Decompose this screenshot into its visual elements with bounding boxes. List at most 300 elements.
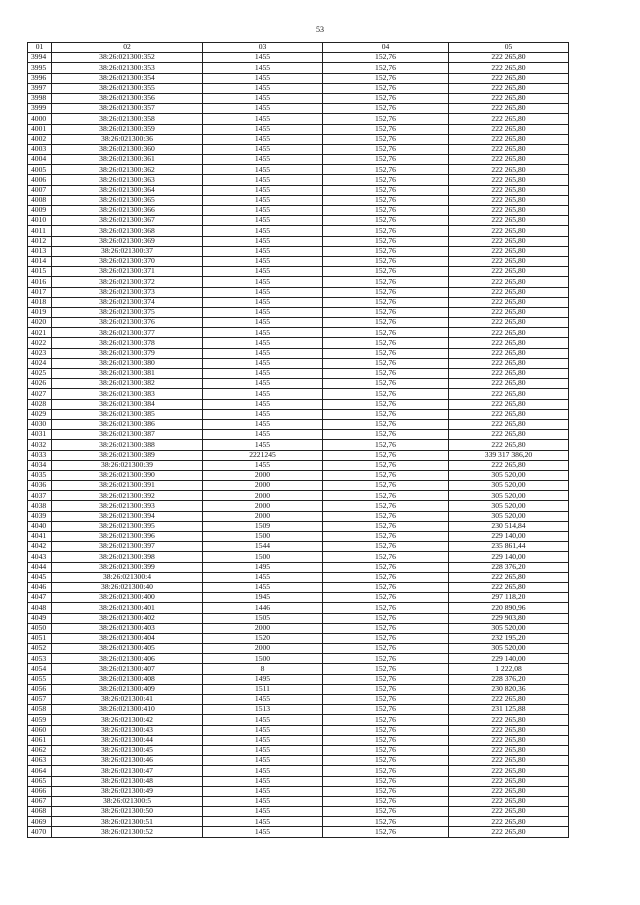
table-row bbox=[28, 715, 569, 725]
area-cell: 1455 bbox=[203, 287, 323, 297]
cadastral-number-cell: 38:26:021300:400 bbox=[52, 593, 203, 603]
rate-cell: 152,76 bbox=[323, 613, 449, 623]
row-number-cell: 4060 bbox=[28, 725, 52, 735]
cadastral-number-cell: 38:26:021300:388 bbox=[52, 440, 203, 450]
row-number-cell: 4011 bbox=[28, 226, 52, 236]
rate-cell: 152,76 bbox=[323, 124, 449, 134]
rate-cell: 152,76 bbox=[323, 603, 449, 613]
rate-cell: 152,76 bbox=[323, 745, 449, 755]
cadastral-number-cell: 38:26:021300:357 bbox=[52, 104, 203, 114]
cadastral-number-cell: 38:26:021300:371 bbox=[52, 267, 203, 277]
rate-cell: 152,76 bbox=[323, 267, 449, 277]
table-row bbox=[28, 511, 569, 521]
area-cell: 1455 bbox=[203, 267, 323, 277]
value-cell: 228 376,20 bbox=[449, 674, 569, 684]
table-row bbox=[28, 185, 569, 195]
rate-cell: 152,76 bbox=[323, 552, 449, 562]
area-cell: 1455 bbox=[203, 786, 323, 796]
table-row bbox=[28, 613, 569, 623]
rate-cell: 152,76 bbox=[323, 817, 449, 827]
row-number-cell: 4012 bbox=[28, 236, 52, 246]
value-cell: 222 265,80 bbox=[449, 297, 569, 307]
rate-cell: 152,76 bbox=[323, 307, 449, 317]
table-row bbox=[28, 521, 569, 531]
value-cell: 305 520,00 bbox=[449, 481, 569, 491]
cadastral-number-cell: 38:26:021300:380 bbox=[52, 358, 203, 368]
rate-cell: 152,76 bbox=[323, 684, 449, 694]
value-cell: 222 265,80 bbox=[449, 358, 569, 368]
cadastral-number-cell: 38:26:021300:4 bbox=[52, 572, 203, 582]
value-cell: 229 140,00 bbox=[449, 654, 569, 664]
cadastral-number-cell: 38:26:021300:352 bbox=[52, 53, 203, 63]
row-number-cell: 3999 bbox=[28, 104, 52, 114]
rate-cell: 152,76 bbox=[323, 348, 449, 358]
table-row bbox=[28, 572, 569, 582]
area-cell: 1455 bbox=[203, 256, 323, 266]
row-number-cell: 4020 bbox=[28, 318, 52, 328]
row-number-cell: 4039 bbox=[28, 511, 52, 521]
table-row bbox=[28, 134, 569, 144]
rate-cell: 152,76 bbox=[323, 165, 449, 175]
area-cell: 1500 bbox=[203, 654, 323, 664]
cadastral-number-cell: 38:26:021300:383 bbox=[52, 389, 203, 399]
area-cell: 1513 bbox=[203, 705, 323, 715]
value-cell: 222 265,80 bbox=[449, 185, 569, 195]
row-number-cell: 4041 bbox=[28, 532, 52, 542]
row-number-cell: 4064 bbox=[28, 766, 52, 776]
cadastral-number-cell: 38:26:021300:377 bbox=[52, 328, 203, 338]
value-cell: 222 265,80 bbox=[449, 256, 569, 266]
rate-cell: 152,76 bbox=[323, 389, 449, 399]
area-cell: 1544 bbox=[203, 542, 323, 552]
rate-cell: 152,76 bbox=[323, 582, 449, 592]
rate-cell: 152,76 bbox=[323, 715, 449, 725]
row-number-cell: 4019 bbox=[28, 307, 52, 317]
rate-cell: 152,76 bbox=[323, 369, 449, 379]
area-cell: 1455 bbox=[203, 155, 323, 165]
row-number-cell: 4059 bbox=[28, 715, 52, 725]
table-row bbox=[28, 664, 569, 674]
rate-cell: 152,76 bbox=[323, 633, 449, 643]
rate-cell: 152,76 bbox=[323, 287, 449, 297]
rate-cell: 152,76 bbox=[323, 532, 449, 542]
area-cell: 1455 bbox=[203, 83, 323, 93]
cadastral-number-cell: 38:26:021300:354 bbox=[52, 73, 203, 83]
header-row bbox=[28, 43, 569, 53]
table-row bbox=[28, 358, 569, 368]
row-number-cell: 4022 bbox=[28, 338, 52, 348]
row-number-cell: 4055 bbox=[28, 674, 52, 684]
data-table bbox=[27, 42, 569, 838]
table-body bbox=[28, 53, 569, 837]
cadastral-number-cell: 38:26:021300:37 bbox=[52, 246, 203, 256]
rate-cell: 152,76 bbox=[323, 511, 449, 521]
value-cell: 222 265,80 bbox=[449, 715, 569, 725]
row-number-cell: 4013 bbox=[28, 246, 52, 256]
value-cell: 222 265,80 bbox=[449, 766, 569, 776]
column-header-01: 01 bbox=[28, 43, 52, 53]
row-number-cell: 4026 bbox=[28, 379, 52, 389]
cadastral-number-cell: 38:26:021300:382 bbox=[52, 379, 203, 389]
table-row bbox=[28, 246, 569, 256]
rate-cell: 152,76 bbox=[323, 562, 449, 572]
row-number-cell: 4030 bbox=[28, 419, 52, 429]
row-number-cell: 4063 bbox=[28, 756, 52, 766]
row-number-cell: 3996 bbox=[28, 73, 52, 83]
area-cell: 1455 bbox=[203, 104, 323, 114]
table-row bbox=[28, 684, 569, 694]
cadastral-number-cell: 38:26:021300:410 bbox=[52, 705, 203, 715]
rate-cell: 152,76 bbox=[323, 725, 449, 735]
area-cell: 1455 bbox=[203, 318, 323, 328]
cadastral-number-cell: 38:26:021300:378 bbox=[52, 338, 203, 348]
area-cell: 2000 bbox=[203, 511, 323, 521]
area-cell: 1495 bbox=[203, 674, 323, 684]
area-cell: 1455 bbox=[203, 766, 323, 776]
rate-cell: 152,76 bbox=[323, 807, 449, 817]
area-cell: 1455 bbox=[203, 776, 323, 786]
area-cell: 1455 bbox=[203, 572, 323, 582]
row-number-cell: 4023 bbox=[28, 348, 52, 358]
table-row bbox=[28, 389, 569, 399]
row-number-cell: 4000 bbox=[28, 114, 52, 124]
rate-cell: 152,76 bbox=[323, 481, 449, 491]
rate-cell: 152,76 bbox=[323, 277, 449, 287]
table-row bbox=[28, 83, 569, 93]
cadastral-number-cell: 38:26:021300:46 bbox=[52, 756, 203, 766]
table-row bbox=[28, 623, 569, 633]
cadastral-number-cell: 38:26:021300:395 bbox=[52, 521, 203, 531]
row-number-cell: 3994 bbox=[28, 53, 52, 63]
area-cell: 1455 bbox=[203, 185, 323, 195]
value-cell: 222 265,80 bbox=[449, 144, 569, 154]
row-number-cell: 4066 bbox=[28, 786, 52, 796]
row-number-cell: 4004 bbox=[28, 155, 52, 165]
area-cell: 2000 bbox=[203, 501, 323, 511]
area-cell: 1446 bbox=[203, 603, 323, 613]
cadastral-number-cell: 38:26:021300:392 bbox=[52, 491, 203, 501]
value-cell: 229 140,00 bbox=[449, 552, 569, 562]
value-cell: 222 265,80 bbox=[449, 134, 569, 144]
area-cell: 1505 bbox=[203, 613, 323, 623]
row-number-cell: 4069 bbox=[28, 817, 52, 827]
cadastral-number-cell: 38:26:021300:365 bbox=[52, 195, 203, 205]
value-cell: 222 265,80 bbox=[449, 267, 569, 277]
area-cell: 1455 bbox=[203, 144, 323, 154]
area-cell: 1455 bbox=[203, 175, 323, 185]
rate-cell: 152,76 bbox=[323, 297, 449, 307]
row-number-cell: 4005 bbox=[28, 165, 52, 175]
table-row bbox=[28, 745, 569, 755]
table-row bbox=[28, 175, 569, 185]
value-cell: 305 520,00 bbox=[449, 644, 569, 654]
table-row bbox=[28, 73, 569, 83]
value-cell: 222 265,80 bbox=[449, 165, 569, 175]
area-cell: 2000 bbox=[203, 623, 323, 633]
table-row bbox=[28, 63, 569, 73]
value-cell: 222 265,80 bbox=[449, 460, 569, 470]
value-cell: 222 265,80 bbox=[449, 735, 569, 745]
area-cell: 1455 bbox=[203, 358, 323, 368]
row-number-cell: 4061 bbox=[28, 735, 52, 745]
row-number-cell: 4016 bbox=[28, 277, 52, 287]
value-cell: 297 118,20 bbox=[449, 593, 569, 603]
row-number-cell: 4014 bbox=[28, 256, 52, 266]
cadastral-number-cell: 38:26:021300:355 bbox=[52, 83, 203, 93]
table-row bbox=[28, 155, 569, 165]
area-cell: 1455 bbox=[203, 807, 323, 817]
value-cell: 222 265,80 bbox=[449, 419, 569, 429]
rate-cell: 152,76 bbox=[323, 379, 449, 389]
value-cell: 222 265,80 bbox=[449, 318, 569, 328]
table-row bbox=[28, 542, 569, 552]
row-number-cell: 4056 bbox=[28, 684, 52, 694]
table-row bbox=[28, 735, 569, 745]
column-header-05: 05 bbox=[449, 43, 569, 53]
table-row bbox=[28, 399, 569, 409]
cadastral-number-cell: 38:26:021300:386 bbox=[52, 419, 203, 429]
area-cell: 1455 bbox=[203, 195, 323, 205]
rate-cell: 152,76 bbox=[323, 501, 449, 511]
rate-cell: 152,76 bbox=[323, 735, 449, 745]
value-cell: 1 222,08 bbox=[449, 664, 569, 674]
rate-cell: 152,76 bbox=[323, 144, 449, 154]
cadastral-number-cell: 38:26:021300:353 bbox=[52, 63, 203, 73]
area-cell: 1455 bbox=[203, 226, 323, 236]
row-number-cell: 4010 bbox=[28, 216, 52, 226]
cadastral-number-cell: 38:26:021300:43 bbox=[52, 725, 203, 735]
cadastral-number-cell: 38:26:021300:401 bbox=[52, 603, 203, 613]
cadastral-number-cell: 38:26:021300:367 bbox=[52, 216, 203, 226]
row-number-cell: 4031 bbox=[28, 430, 52, 440]
cadastral-number-cell: 38:26:021300:41 bbox=[52, 695, 203, 705]
rate-cell: 152,76 bbox=[323, 664, 449, 674]
value-cell: 222 265,80 bbox=[449, 807, 569, 817]
rate-cell: 152,76 bbox=[323, 440, 449, 450]
value-cell: 222 265,80 bbox=[449, 307, 569, 317]
rate-cell: 152,76 bbox=[323, 695, 449, 705]
rate-cell: 152,76 bbox=[323, 705, 449, 715]
value-cell: 222 265,80 bbox=[449, 745, 569, 755]
row-number-cell: 4068 bbox=[28, 807, 52, 817]
rate-cell: 152,76 bbox=[323, 786, 449, 796]
rate-cell: 152,76 bbox=[323, 226, 449, 236]
area-cell: 1455 bbox=[203, 440, 323, 450]
cadastral-number-cell: 38:26:021300:369 bbox=[52, 236, 203, 246]
row-number-cell: 3997 bbox=[28, 83, 52, 93]
area-cell: 8 bbox=[203, 664, 323, 674]
area-cell: 1455 bbox=[203, 409, 323, 419]
rate-cell: 152,76 bbox=[323, 216, 449, 226]
value-cell: 229 140,00 bbox=[449, 532, 569, 542]
area-cell: 1455 bbox=[203, 124, 323, 134]
rate-cell: 152,76 bbox=[323, 358, 449, 368]
area-cell: 1455 bbox=[203, 430, 323, 440]
value-cell: 222 265,80 bbox=[449, 409, 569, 419]
value-cell: 222 265,80 bbox=[449, 348, 569, 358]
value-cell: 222 265,80 bbox=[449, 206, 569, 216]
area-cell: 1455 bbox=[203, 715, 323, 725]
rate-cell: 152,76 bbox=[323, 338, 449, 348]
row-number-cell: 4036 bbox=[28, 481, 52, 491]
cadastral-number-cell: 38:26:021300:379 bbox=[52, 348, 203, 358]
area-cell: 1455 bbox=[203, 216, 323, 226]
row-number-cell: 4070 bbox=[28, 827, 52, 837]
row-number-cell: 3995 bbox=[28, 63, 52, 73]
cadastral-number-cell: 38:26:021300:375 bbox=[52, 307, 203, 317]
area-cell: 1495 bbox=[203, 562, 323, 572]
row-number-cell: 4058 bbox=[28, 705, 52, 715]
rate-cell: 152,76 bbox=[323, 593, 449, 603]
cadastral-number-cell: 38:26:021300:359 bbox=[52, 124, 203, 134]
value-cell: 222 265,80 bbox=[449, 695, 569, 705]
cadastral-number-cell: 38:26:021300:51 bbox=[52, 817, 203, 827]
table-row bbox=[28, 369, 569, 379]
area-cell: 1455 bbox=[203, 796, 323, 806]
row-number-cell: 4038 bbox=[28, 501, 52, 511]
cadastral-number-cell: 38:26:021300:358 bbox=[52, 114, 203, 124]
area-cell: 1455 bbox=[203, 827, 323, 837]
row-number-cell: 4002 bbox=[28, 134, 52, 144]
table-row bbox=[28, 532, 569, 542]
table-row bbox=[28, 236, 569, 246]
row-number-cell: 4042 bbox=[28, 542, 52, 552]
row-number-cell: 4048 bbox=[28, 603, 52, 613]
value-cell: 222 265,80 bbox=[449, 155, 569, 165]
area-cell: 1455 bbox=[203, 582, 323, 592]
rate-cell: 152,76 bbox=[323, 756, 449, 766]
table-row bbox=[28, 725, 569, 735]
table-row bbox=[28, 491, 569, 501]
table-row bbox=[28, 633, 569, 643]
table-row bbox=[28, 124, 569, 134]
area-cell: 1455 bbox=[203, 236, 323, 246]
rate-cell: 152,76 bbox=[323, 542, 449, 552]
cadastral-number-cell: 38:26:021300:42 bbox=[52, 715, 203, 725]
value-cell: 222 265,80 bbox=[449, 114, 569, 124]
cadastral-number-cell: 38:26:021300:361 bbox=[52, 155, 203, 165]
row-number-cell: 4054 bbox=[28, 664, 52, 674]
table-row bbox=[28, 786, 569, 796]
row-number-cell: 4051 bbox=[28, 633, 52, 643]
area-cell: 1455 bbox=[203, 338, 323, 348]
area-cell: 1520 bbox=[203, 633, 323, 643]
row-number-cell: 4053 bbox=[28, 654, 52, 664]
rate-cell: 152,76 bbox=[323, 83, 449, 93]
value-cell: 222 265,80 bbox=[449, 246, 569, 256]
rate-cell: 152,76 bbox=[323, 195, 449, 205]
area-cell: 1500 bbox=[203, 532, 323, 542]
value-cell: 222 265,80 bbox=[449, 796, 569, 806]
value-cell: 222 265,80 bbox=[449, 440, 569, 450]
rate-cell: 152,76 bbox=[323, 399, 449, 409]
row-number-cell: 4047 bbox=[28, 593, 52, 603]
rate-cell: 152,76 bbox=[323, 104, 449, 114]
table-row bbox=[28, 644, 569, 654]
value-cell: 222 265,80 bbox=[449, 195, 569, 205]
row-number-cell: 4015 bbox=[28, 267, 52, 277]
table-row bbox=[28, 430, 569, 440]
cadastral-number-cell: 38:26:021300:52 bbox=[52, 827, 203, 837]
value-cell: 222 265,80 bbox=[449, 287, 569, 297]
cadastral-number-cell: 38:26:021300:408 bbox=[52, 674, 203, 684]
table-row bbox=[28, 582, 569, 592]
rate-cell: 152,76 bbox=[323, 430, 449, 440]
table-row bbox=[28, 216, 569, 226]
table-row bbox=[28, 552, 569, 562]
cadastral-number-cell: 38:26:021300:364 bbox=[52, 185, 203, 195]
rate-cell: 152,76 bbox=[323, 491, 449, 501]
table-row bbox=[28, 593, 569, 603]
area-cell: 1455 bbox=[203, 725, 323, 735]
row-number-cell: 4027 bbox=[28, 389, 52, 399]
area-cell: 1455 bbox=[203, 53, 323, 63]
value-cell: 232 195,20 bbox=[449, 633, 569, 643]
table-row bbox=[28, 695, 569, 705]
cadastral-number-cell: 38:26:021300:362 bbox=[52, 165, 203, 175]
table-row bbox=[28, 562, 569, 572]
row-number-cell: 4044 bbox=[28, 562, 52, 572]
value-cell: 222 265,80 bbox=[449, 725, 569, 735]
cadastral-number-cell: 38:26:021300:47 bbox=[52, 766, 203, 776]
row-number-cell: 4037 bbox=[28, 491, 52, 501]
table-row bbox=[28, 450, 569, 460]
area-cell: 1455 bbox=[203, 297, 323, 307]
rate-cell: 152,76 bbox=[323, 155, 449, 165]
rate-cell: 152,76 bbox=[323, 419, 449, 429]
table-row bbox=[28, 195, 569, 205]
row-number-cell: 4007 bbox=[28, 185, 52, 195]
table-row bbox=[28, 287, 569, 297]
value-cell: 222 265,80 bbox=[449, 63, 569, 73]
rate-cell: 152,76 bbox=[323, 134, 449, 144]
table-row bbox=[28, 409, 569, 419]
table-row bbox=[28, 501, 569, 511]
value-cell: 222 265,80 bbox=[449, 104, 569, 114]
value-cell: 231 125,88 bbox=[449, 705, 569, 715]
row-number-cell: 4040 bbox=[28, 521, 52, 531]
cadastral-number-cell: 38:26:021300:399 bbox=[52, 562, 203, 572]
cadastral-number-cell: 38:26:021300:370 bbox=[52, 256, 203, 266]
cadastral-number-cell: 38:26:021300:391 bbox=[52, 481, 203, 491]
row-number-cell: 4067 bbox=[28, 796, 52, 806]
rate-cell: 152,76 bbox=[323, 185, 449, 195]
row-number-cell: 4035 bbox=[28, 470, 52, 480]
column-header-02: 02 bbox=[52, 43, 203, 53]
value-cell: 222 265,80 bbox=[449, 124, 569, 134]
cadastral-number-cell: 38:26:021300:381 bbox=[52, 369, 203, 379]
cadastral-number-cell: 38:26:021300:48 bbox=[52, 776, 203, 786]
table-row bbox=[28, 226, 569, 236]
table-row bbox=[28, 481, 569, 491]
row-number-cell: 4034 bbox=[28, 460, 52, 470]
value-cell: 222 265,80 bbox=[449, 216, 569, 226]
rate-cell: 152,76 bbox=[323, 93, 449, 103]
table-row bbox=[28, 817, 569, 827]
row-number-cell: 4057 bbox=[28, 695, 52, 705]
value-cell: 222 265,80 bbox=[449, 582, 569, 592]
area-cell: 1455 bbox=[203, 756, 323, 766]
area-cell: 1455 bbox=[203, 93, 323, 103]
row-number-cell: 4003 bbox=[28, 144, 52, 154]
value-cell: 222 265,80 bbox=[449, 277, 569, 287]
row-number-cell: 3998 bbox=[28, 93, 52, 103]
row-number-cell: 4006 bbox=[28, 175, 52, 185]
rate-cell: 152,76 bbox=[323, 409, 449, 419]
table-row bbox=[28, 654, 569, 664]
table-row bbox=[28, 776, 569, 786]
rate-cell: 152,76 bbox=[323, 175, 449, 185]
